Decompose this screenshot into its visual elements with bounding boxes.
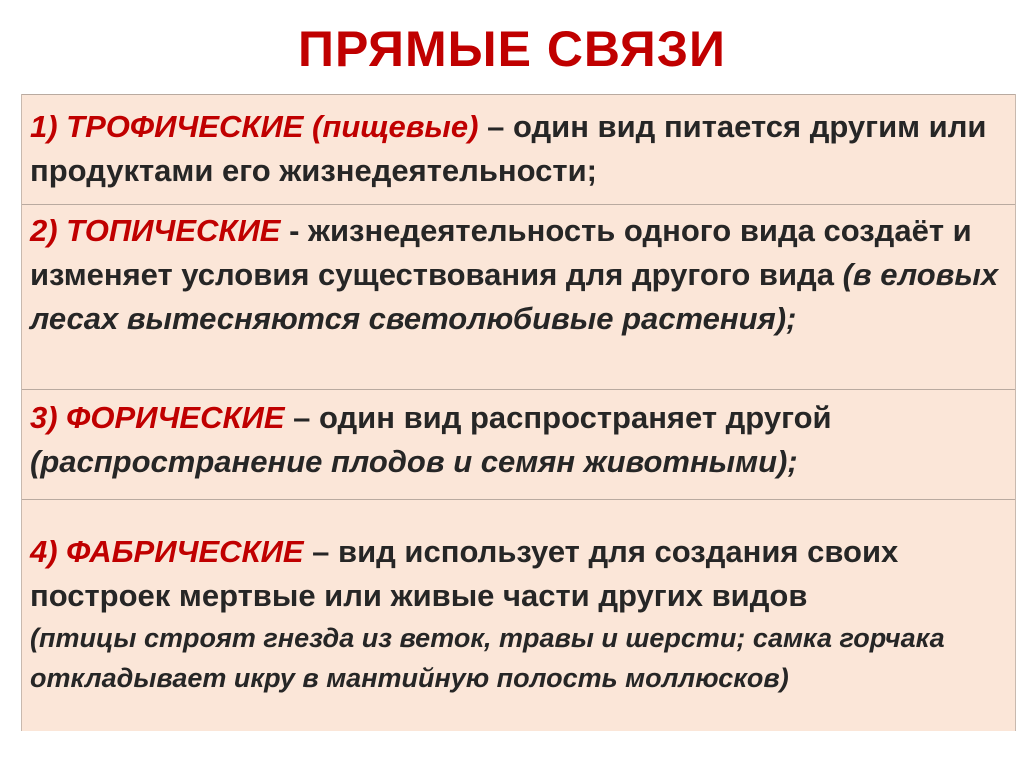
relations-table <box>21 94 1016 731</box>
term-fabric: 4) ФАБРИЧЕСКИЕ <box>30 534 304 569</box>
table-row-fabric <box>22 499 1015 731</box>
term-topical: 2) ТОПИЧЕСКИЕ <box>30 213 281 248</box>
definition-fabric: – вид использует для создания своих построек мертвые или живые части других видов <box>30 534 899 613</box>
example-fabric: (птицы строят гнезда из веток, травы и шерсти; самка горчака откладывает икру в мантийную полость моллюсков) <box>30 623 945 693</box>
slide-title: ПРЯМЫЕ СВЯЗИ <box>298 21 726 77</box>
table-row-phoric <box>22 389 1015 499</box>
definition-topical: - жизнедеятельность одного вида создаёт и изменяет условия существования для другого вида <box>30 213 972 292</box>
example-topical: (в еловых лесах вытесняются светолюбивые растения); <box>30 257 999 336</box>
example-phoric: (распространение плодов и семян животными); <box>30 444 798 479</box>
table-row-topical <box>22 204 1015 389</box>
table-row-trophic <box>22 94 1015 204</box>
definition-phoric: – один вид распространяет другой <box>284 400 832 435</box>
term-trophic: 1) ТРОФИЧЕСКИЕ (пищевые) <box>30 109 479 144</box>
term-phoric: 3) ФОРИЧЕСКИЕ <box>30 400 285 435</box>
definition-trophic: – один вид питается другим или продуктами его жизнедеятельности; <box>30 109 987 188</box>
